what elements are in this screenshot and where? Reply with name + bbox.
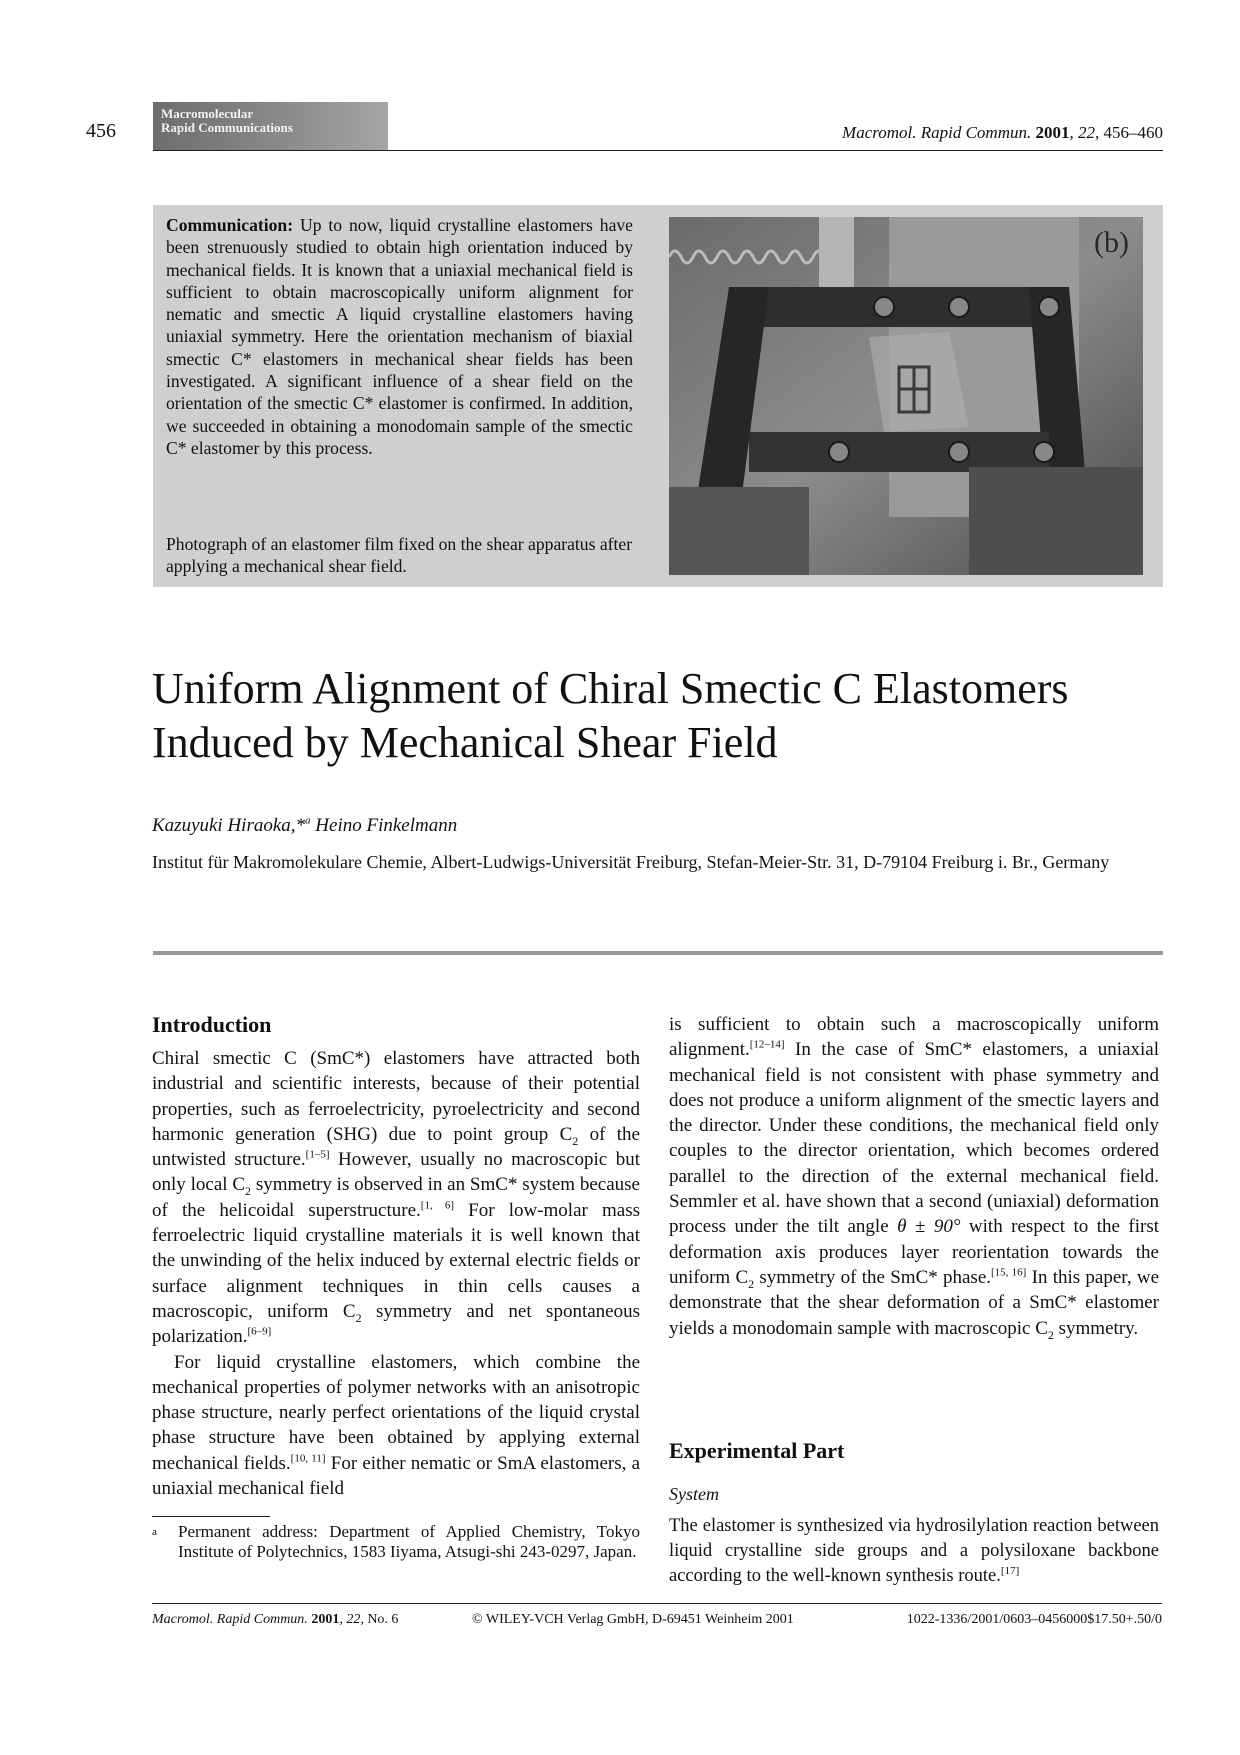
author-1: Kazuyuki Hiraoka,* [152, 815, 306, 836]
text-run: In the case of SmC* elastomers, a uniaxial mechanical field is not consistent with phase symmetry and does not produce a uniform alignment of the smectic layers and the director. Under these conditions, the mechanical field only couples to the director orientation, which becomes ordered parallel to the direction of the external mechanical field. Semmler et al. have shown that a second (uniaxial) deformation process under the tilt angle [669, 1039, 1159, 1238]
authors [152, 815, 457, 837]
article-title: Uniform Alignment of Chiral Smectic C Elastomers Induced by Mechanical Shear Field [152, 664, 1069, 767]
subscript: 2 [572, 1133, 579, 1148]
affiliation: Institut für Makromolekulare Chemie, Albert-Ludwigs-Universität Freiburg, Stefan-Meier-Str. 31, D-79104 Freiburg i. Br., Germany [152, 852, 1110, 872]
intro-paragraph-continued [669, 1012, 1159, 1341]
subscript: 2 [355, 1310, 362, 1325]
footnote-mark: a [152, 1526, 157, 1538]
photo-label: (b) [1094, 226, 1129, 259]
footer-year: 2001 [311, 1612, 340, 1627]
footnote-rule [152, 1516, 270, 1517]
subscript: 2 [1047, 1327, 1054, 1342]
text-run: symmetry. [1053, 1317, 1139, 1339]
subscript: 2 [748, 1276, 755, 1291]
logo-line-1: Macromolecular [161, 106, 254, 121]
footer-citation: Macromol. Rapid Commun. 2001, 22, No. 6 [152, 1612, 399, 1627]
text-run: is sufficient to obtain such a macroscopically uniform alignment. [669, 1014, 1159, 1061]
footer-publisher: © WILEY-VCH Verlag GmbH, D-69451 Weinheim 2001 [472, 1612, 794, 1627]
running-volume: 22 [1078, 123, 1095, 142]
running-pages: 456–460 [1103, 123, 1163, 142]
system-subheading: System [669, 1484, 719, 1504]
running-head: Macromol. Rapid Commun. 2001, 22, 456–460 [842, 123, 1163, 142]
citation: [17] [1000, 1564, 1020, 1577]
intro-paragraph-1 [152, 1046, 640, 1350]
subscript: 2 [245, 1184, 252, 1199]
citation: [1–5] [305, 1148, 330, 1161]
journal-logo [153, 102, 388, 150]
text-run: with respect to the first deformation axis produces layer reorientation towards the uniform C [669, 1216, 1160, 1288]
abstract-body: Up to now, liquid crystalline elastomers have been strenuously studied to obtain high orientation induced by mechanical fields. It is known that a uniaxial mechanical field is sufficient to obtain macroscopically uniform alignment for nematic and smectic A liquid crystalline elastomers having uniaxial symmetry. Here the orientation mechanism of biaxial smectic C* elastomers in mechanical shear fields has been investigated. A significant influence of a shear field on the orientation of the smectic C* elastomer is confirmed. In addition, we succeeded in obtaining a monodomain sample of the smectic C* elastomer by this process. [166, 215, 633, 458]
citation: [12–14] [749, 1038, 785, 1051]
logo-line-2: Rapid Communications [161, 120, 293, 135]
footer-issue: , No. 6 [360, 1612, 399, 1627]
text-run: symmetry and net spontaneous polarization. [152, 1300, 640, 1348]
title-separator [153, 951, 1163, 955]
experimental-heading: Experimental Part [669, 1438, 845, 1463]
text-run: However, usually no macroscopic but only local C [152, 1149, 640, 1196]
text-run: Chiral smectic C (SmC*) elastomers have attracted both industrial and scientific interests, because of their potential properties, such as ferroelectricity, pyroelectricity and second harmonic generation (SHG) due to point group C [152, 1048, 640, 1145]
right-column [669, 1012, 1159, 1341]
introduction-heading: Introduction [152, 1012, 272, 1037]
footer-volume: 22 [346, 1612, 361, 1627]
photo-illustration [669, 217, 1143, 575]
citation: [1, 6] [420, 1199, 455, 1212]
header-rule [153, 150, 1163, 151]
footer-journal: Macromol. Rapid Commun. [152, 1612, 308, 1627]
left-column [152, 1046, 640, 1501]
tilt-angle: θ ± 90° [897, 1216, 961, 1238]
citation: [10, 11] [290, 1452, 326, 1465]
intro-paragraph-2 [152, 1350, 640, 1502]
text-run: For liquid crystalline elastomers, which combine the mechanical properties of polymer networks with an anisotropic phase structure, nearly perfect orientations of the liquid crystal phase structure have been obtained by applying external mechanical fields. [152, 1351, 640, 1474]
text-run: In this paper, we demonstrate that the shear deformation of a SmC* elastomer yields a monodomain sample with macroscopic C [669, 1266, 1160, 1339]
citation: [15, 16] [991, 1266, 1027, 1279]
author-2: Heino Finkelmann [315, 815, 458, 836]
footer-issn: 1022-1336/2001/0603–0456000$17.50+.50/0 [906, 1612, 1162, 1627]
footnote [152, 1522, 640, 1562]
running-year: 2001 [1035, 123, 1070, 142]
abstract-label: Communication: [166, 215, 294, 235]
figure-caption: Photograph of an elastomer film fixed on the shear apparatus after applying a mechanical shear field. [166, 534, 633, 576]
text-run: For either nematic or SmA elastomers, a uniaxial mechanical field [152, 1452, 641, 1500]
author-1-mark: a [305, 814, 311, 827]
text-run: The elastomer is synthesized via hydrosilylation reaction between liquid crystalline side groups and a polysiloxane backbone according to the well-known synthesis route. [669, 1516, 1159, 1586]
text-run: of the untwisted structure. [152, 1123, 640, 1171]
citation: [6–9] [247, 1325, 272, 1338]
running-journal: Macromol. Rapid Commun. [842, 123, 1032, 142]
system-paragraph [669, 1514, 1159, 1589]
text-run: symmetry is observed in an SmC* system because of the helicoidal superstructure. [152, 1174, 640, 1221]
page-number: 456 [86, 120, 116, 142]
footer-rule [152, 1603, 1162, 1604]
abstract-text [166, 214, 633, 459]
text-run: For low-molar mass ferroelectric liquid crystalline materials it is well known that the unwinding of the helix induced by external electric fields or surface alignment techniques in thin cells causes a macroscopic, uniform C [152, 1199, 640, 1322]
text-run: symmetry of the SmC* phase. [754, 1266, 992, 1288]
shear-apparatus-photo [669, 217, 1143, 575]
footnote-text: Permanent address: Department of Applied Chemistry, Tokyo Institute of Polytechnics, 1583 Iiyama, Atsugi-shi 243-0297, Japan. [178, 1522, 640, 1561]
